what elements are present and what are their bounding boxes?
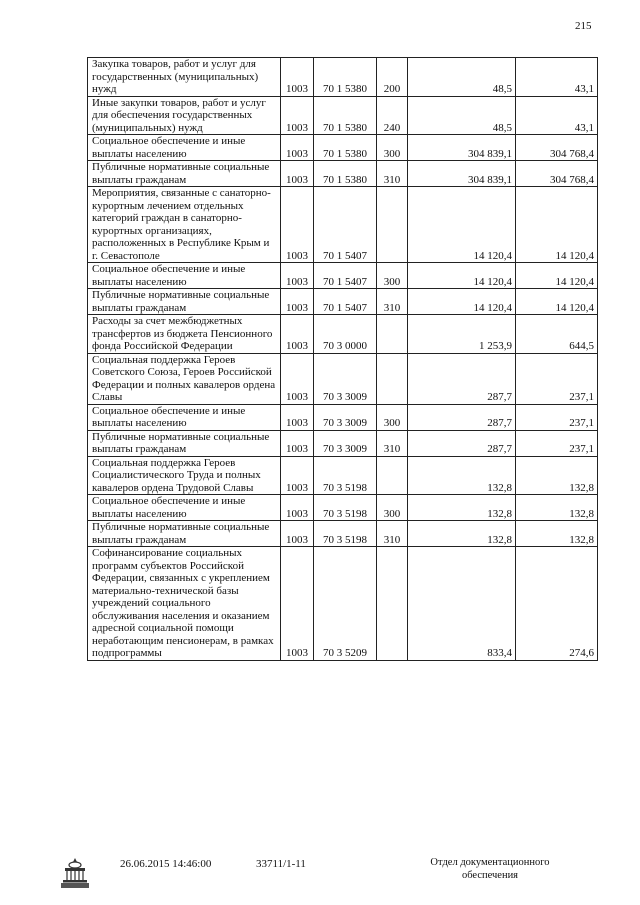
row-target-code: 70 1 5407 bbox=[314, 263, 377, 289]
row-name: Закупка товаров, работ и услуг для государственных (муниципальных) нужд bbox=[88, 58, 281, 97]
duma-building-icon bbox=[60, 856, 90, 890]
row-target-code: 70 1 5407 bbox=[314, 289, 377, 315]
row-name: Социальное обеспечение и иные выплаты населению bbox=[88, 404, 281, 430]
row-name: Иные закупки товаров, работ и услуг для обеспечения государственных (муниципальных) нужд bbox=[88, 96, 281, 135]
footer-doc-number: 33711/1-11 bbox=[256, 858, 306, 870]
row-value-1: 14 120,4 bbox=[408, 263, 516, 289]
row-expense-type: 310 bbox=[377, 521, 408, 547]
table-row bbox=[88, 58, 598, 97]
row-expense-type bbox=[377, 187, 408, 263]
row-target-code: 70 3 5198 bbox=[314, 456, 377, 495]
footer-department bbox=[420, 856, 560, 882]
row-value-1: 287,7 bbox=[408, 404, 516, 430]
table-row bbox=[88, 263, 598, 289]
footer-date: 26.06.2015 14:46:00 bbox=[120, 858, 212, 870]
row-target-code: 70 3 3009 bbox=[314, 430, 377, 456]
footer-department-line1: Отдел документационного bbox=[430, 857, 550, 868]
row-value-1: 48,5 bbox=[408, 96, 516, 135]
row-value-1: 48,5 bbox=[408, 58, 516, 97]
row-expense-type: 310 bbox=[377, 161, 408, 187]
row-name: Публичные нормативные социальные выплаты гражданам bbox=[88, 521, 281, 547]
footer-department-line2: обеспечения bbox=[461, 870, 519, 881]
row-section-code: 1003 bbox=[281, 353, 314, 404]
row-section-code: 1003 bbox=[281, 187, 314, 263]
row-value-1: 833,4 bbox=[408, 547, 516, 661]
row-section-code: 1003 bbox=[281, 263, 314, 289]
row-value-1: 287,7 bbox=[408, 430, 516, 456]
row-name: Социальное обеспечение и иные выплаты населению bbox=[88, 263, 281, 289]
row-section-code: 1003 bbox=[281, 547, 314, 661]
row-value-1: 1 253,9 bbox=[408, 315, 516, 354]
table-row bbox=[88, 353, 598, 404]
row-name: Публичные нормативные социальные выплаты гражданам bbox=[88, 161, 281, 187]
table-row bbox=[88, 404, 598, 430]
budget-table bbox=[87, 57, 598, 661]
page-number: 215 bbox=[575, 20, 592, 32]
row-target-code: 70 3 5198 bbox=[314, 521, 377, 547]
row-target-code: 70 1 5380 bbox=[314, 161, 377, 187]
row-value-2: 14 120,4 bbox=[516, 187, 598, 263]
row-value-2: 237,1 bbox=[516, 353, 598, 404]
row-value-1: 287,7 bbox=[408, 353, 516, 404]
row-value-2: 237,1 bbox=[516, 404, 598, 430]
row-target-code: 70 3 3009 bbox=[314, 353, 377, 404]
row-target-code: 70 1 5380 bbox=[314, 96, 377, 135]
row-value-1: 14 120,4 bbox=[408, 289, 516, 315]
row-name: Социальная поддержка Героев Социалистического Труда и полных кавалеров ордена Трудовой Славы bbox=[88, 456, 281, 495]
row-target-code: 70 3 5198 bbox=[314, 495, 377, 521]
row-value-2: 14 120,4 bbox=[516, 263, 598, 289]
row-name: Расходы за счет межбюджетных трансфертов из бюджета Пенсионного фонда Российской Федерации bbox=[88, 315, 281, 354]
table-row bbox=[88, 456, 598, 495]
row-value-1: 132,8 bbox=[408, 521, 516, 547]
row-value-1: 304 839,1 bbox=[408, 135, 516, 161]
table-row bbox=[88, 430, 598, 456]
table-row bbox=[88, 289, 598, 315]
row-value-2: 43,1 bbox=[516, 96, 598, 135]
row-target-code: 70 3 3009 bbox=[314, 404, 377, 430]
row-expense-type: 300 bbox=[377, 404, 408, 430]
row-name: Социальная поддержка Героев Советского Союза, Героев Российской Федерации и полных кавалеров ордена Славы bbox=[88, 353, 281, 404]
row-value-1: 14 120,4 bbox=[408, 187, 516, 263]
row-value-2: 132,8 bbox=[516, 521, 598, 547]
row-value-1: 132,8 bbox=[408, 495, 516, 521]
row-target-code: 70 1 5380 bbox=[314, 135, 377, 161]
row-value-2: 132,8 bbox=[516, 456, 598, 495]
row-section-code: 1003 bbox=[281, 161, 314, 187]
row-value-1: 304 839,1 bbox=[408, 161, 516, 187]
row-target-code: 70 1 5380 bbox=[314, 58, 377, 97]
page-footer bbox=[0, 856, 640, 896]
row-name: Социальное обеспечение и иные выплаты населению bbox=[88, 135, 281, 161]
row-value-2: 304 768,4 bbox=[516, 161, 598, 187]
row-section-code: 1003 bbox=[281, 315, 314, 354]
row-expense-type bbox=[377, 315, 408, 354]
row-expense-type: 300 bbox=[377, 263, 408, 289]
row-expense-type: 310 bbox=[377, 430, 408, 456]
row-section-code: 1003 bbox=[281, 430, 314, 456]
table-row bbox=[88, 187, 598, 263]
row-name: Публичные нормативные социальные выплаты гражданам bbox=[88, 430, 281, 456]
row-section-code: 1003 bbox=[281, 521, 314, 547]
table-row bbox=[88, 135, 598, 161]
table-row bbox=[88, 495, 598, 521]
row-value-1: 132,8 bbox=[408, 456, 516, 495]
row-name: Мероприятия, связанные с санаторно-курортным лечением отдельных категорий граждан в санаторно-курортных организациях, расположенных в Республике Крым и г. Севастополе bbox=[88, 187, 281, 263]
row-expense-type: 310 bbox=[377, 289, 408, 315]
row-value-2: 237,1 bbox=[516, 430, 598, 456]
row-value-2: 274,6 bbox=[516, 547, 598, 661]
row-value-2: 644,5 bbox=[516, 315, 598, 354]
row-value-2: 43,1 bbox=[516, 58, 598, 97]
row-expense-type: 200 bbox=[377, 58, 408, 97]
row-expense-type: 240 bbox=[377, 96, 408, 135]
row-value-2: 14 120,4 bbox=[516, 289, 598, 315]
table-row bbox=[88, 96, 598, 135]
table-row bbox=[88, 547, 598, 661]
table-row bbox=[88, 161, 598, 187]
table-row bbox=[88, 315, 598, 354]
row-section-code: 1003 bbox=[281, 495, 314, 521]
row-expense-type: 300 bbox=[377, 495, 408, 521]
row-target-code: 70 1 5407 bbox=[314, 187, 377, 263]
row-value-2: 132,8 bbox=[516, 495, 598, 521]
row-section-code: 1003 bbox=[281, 58, 314, 97]
row-section-code: 1003 bbox=[281, 135, 314, 161]
row-name: Публичные нормативные социальные выплаты гражданам bbox=[88, 289, 281, 315]
row-section-code: 1003 bbox=[281, 289, 314, 315]
row-expense-type bbox=[377, 353, 408, 404]
row-section-code: 1003 bbox=[281, 404, 314, 430]
table-row bbox=[88, 521, 598, 547]
row-expense-type bbox=[377, 456, 408, 495]
row-name: Софинансирование социальных программ субъектов Российской Федерации, связанных с укреплением материально-технической базы учреждений социального обслуживания населения и оказанием адресной социальной помощи неработающим пенсионерам, в рамках подпрограммы bbox=[88, 547, 281, 661]
row-section-code: 1003 bbox=[281, 456, 314, 495]
row-expense-type bbox=[377, 547, 408, 661]
row-name: Социальное обеспечение и иные выплаты населению bbox=[88, 495, 281, 521]
row-expense-type: 300 bbox=[377, 135, 408, 161]
row-target-code: 70 3 0000 bbox=[314, 315, 377, 354]
row-target-code: 70 3 5209 bbox=[314, 547, 377, 661]
row-value-2: 304 768,4 bbox=[516, 135, 598, 161]
row-section-code: 1003 bbox=[281, 96, 314, 135]
